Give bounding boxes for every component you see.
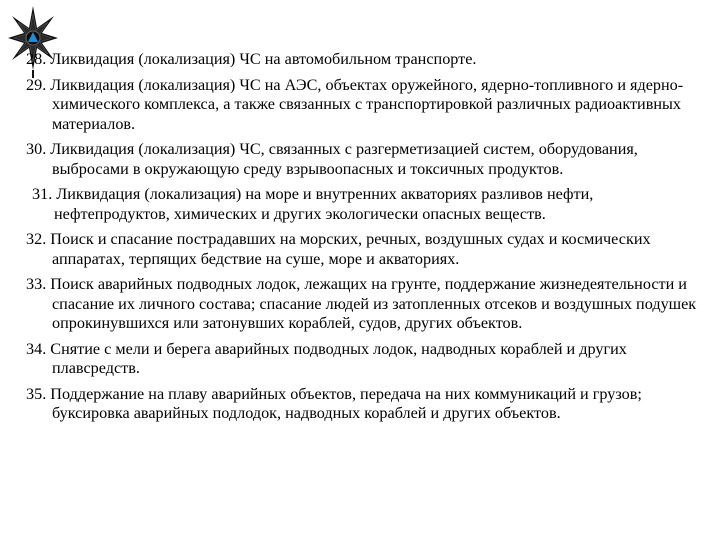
list-item: 32. Поиск и спасание пострадавших на морских, речных, воздушных судах и космических аппаратах, терпящих бедствие на суше, море и акваториях.	[26, 230, 651, 268]
item-list	[26, 50, 706, 430]
list-item: 30. Ликвидация (локализация) ЧС, связанных с разгерметизацией систем, оборудования, выбросами в окружающую среду взрывоопасных и токсичных продуктов.	[26, 140, 638, 178]
list-item: 31. Ликвидация (локализация) на море и внутренних акваториях разливов нефти, нефтепродуктов, химических и других экологически опасных веществ.	[32, 185, 594, 223]
list-item: 34. Снятие с мели и берега аварийных подводных лодок, надводных кораблей и других плавсредств.	[26, 339, 627, 377]
list-item: 35. Поддержание на плаву аварийных объектов, передача на них коммуникаций и грузов; буксировка аварийных подлодок, надводных кораблей и других объектов.	[26, 384, 642, 422]
list-item: 33. Поиск аварийных подводных лодок, лежащих на грунте, поддержание жизнедеятельности и спасание их личного состава; спасание людей из затопленных отсеков и воздушных подушек опрокинувшихся или затонувших кораблей, судов, других объектов.	[26, 275, 697, 332]
list-item: 28. Ликвидация (локализация) ЧС на автомобильном транспорте.	[26, 50, 477, 68]
list-item: 29. Ликвидация (локализация) ЧС на АЭС, объектах оружейного, ядерно-топливного и ядерно-химического комплекса, а также связанных с транспортировкой различных радиоактивных материалов.	[26, 75, 684, 133]
